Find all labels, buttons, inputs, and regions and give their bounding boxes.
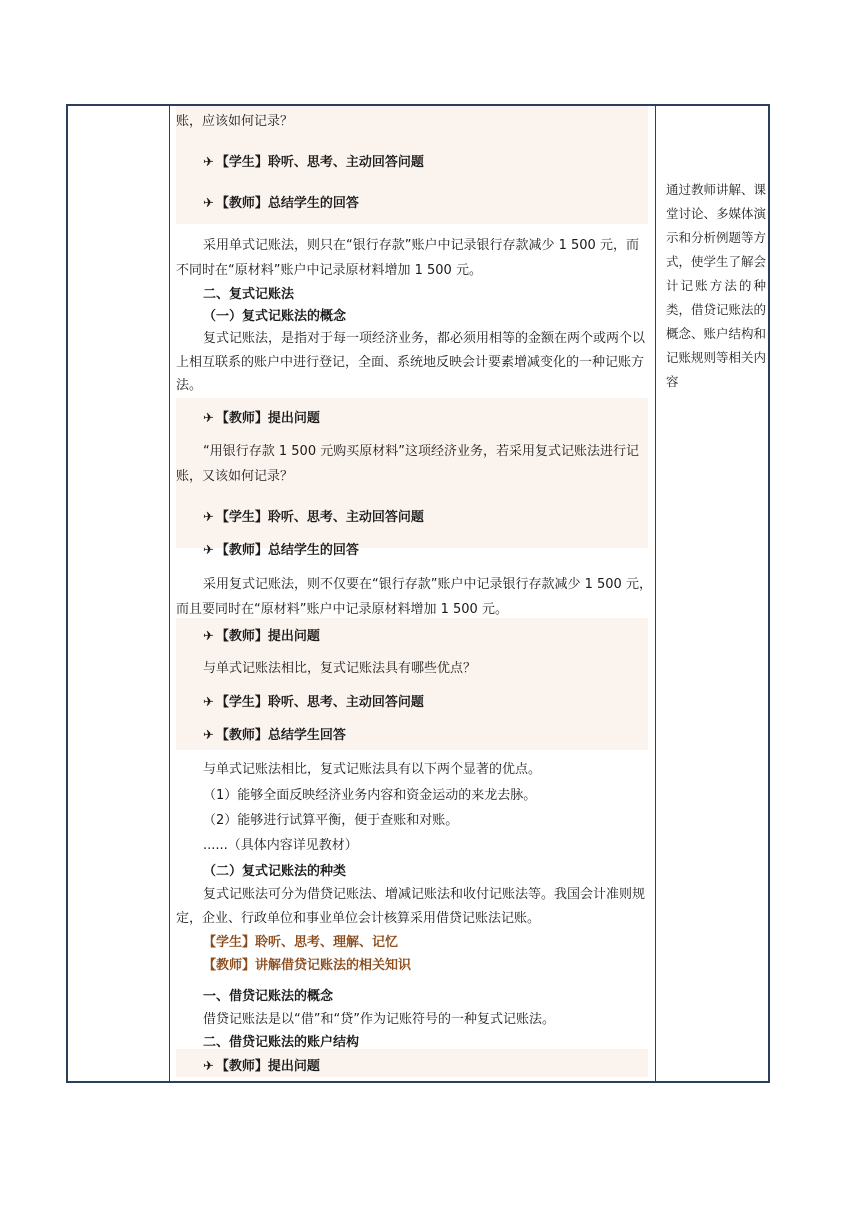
text-line: 复式记账法可分为借贷记账法、增减记账法和收付记账法等。我国会计准则规 (203, 887, 646, 902)
airplane-icon: ✈ (203, 543, 214, 558)
text-line: 复式记账法，是指对于每一项经济业务，都必须用相等的金额在两个或两个以 (203, 331, 646, 346)
airplane-icon: ✈ (203, 629, 214, 644)
airplane-icon: ✈ (203, 510, 214, 525)
text-line: 采用复式记账法，则不仅要在“银行存款”账户中记录银行存款减少 1 500 元， (203, 577, 652, 592)
airplane-icon: ✈ (203, 728, 214, 743)
teacher-question-line: ✈ 【教师】提出问题 (203, 1059, 320, 1074)
column-divider (655, 106, 656, 1081)
text-line: 与单式记账法相比，复式记账法具有哪些优点？ (203, 661, 477, 676)
airplane-icon: ✈ (203, 411, 214, 426)
airplane-icon: ✈ (203, 155, 214, 170)
list-item: （2）能够进行试算平衡，便于查账和对账。 (203, 813, 459, 828)
text-line: 与单式记账法相比，复式记账法具有以下两个显著的优点。 (203, 762, 542, 777)
text-line: ......（具体内容详见教材） (203, 838, 358, 853)
teacher-summary-line: ✈ 【教师】总结学生的回答 (203, 543, 359, 558)
text-line: 采用单式记账法，则只在“银行存款”账户中记录银行存款减少 1 500 元，而 (203, 238, 639, 253)
section-heading: 二、复式记账法 (203, 287, 295, 302)
teacher-summary-line: ✈ 【教师】总结学生的回答 (203, 196, 359, 211)
text-line: 账，又该如何记录？ (176, 469, 294, 484)
teacher-summary-line: ✈ 【教师】总结学生回答 (203, 728, 346, 743)
airplane-icon: ✈ (203, 1059, 214, 1074)
text-line: 借贷记账法是以“借”和“贷”作为记账符号的一种复式记账法。 (203, 1012, 555, 1027)
teaching-objective-text: 通过教师讲解、课堂讨论、多媒体演示和分析例题等方式，使学生了解会计记账方法的种类，借贷记账法的概念、账户结构和记账规则等相关内容 (666, 182, 767, 389)
list-item: （1）能够全面反映经济业务内容和资金运动的来龙去脉。 (203, 788, 537, 803)
subsection-heading: （二）复式记账法的种类 (203, 864, 347, 879)
airplane-icon: ✈ (203, 196, 214, 211)
section-heading: 一、借贷记账法的概念 (203, 989, 334, 1004)
lesson-table (66, 104, 770, 1083)
column-divider (169, 106, 170, 1081)
teacher-question-line: ✈ 【教师】提出问题 (203, 629, 320, 644)
text-line: 定，企业、行政单位和事业单位会计核算采用借贷记账法记账。 (176, 911, 541, 926)
teacher-activity-highlight: 【教师】讲解借贷记账法的相关知识 (203, 958, 412, 973)
student-response-line: ✈ 【学生】聆听、思考、主动回答问题 (203, 155, 424, 170)
student-response-line: ✈ 【学生】聆听、思考、主动回答问题 (203, 510, 424, 525)
text-line: 上相互联系的账户中进行登记，全面、系统地反映会计要素增减变化的一种记账方 (176, 355, 645, 370)
subsection-heading: （一）复式记账法的概念 (203, 309, 347, 324)
text-line: “用银行存款 1 500 元购买原材料”这项经济业务，若采用复式记账法进行记 (203, 444, 639, 459)
text-line: 法。 (176, 378, 203, 393)
text-line: 账，应该如何记录？ (176, 114, 294, 129)
student-activity-highlight: 【学生】聆听、思考、理解、记忆 (203, 935, 399, 950)
text-line: 不同时在“原材料”账户中记录原材料增加 1 500 元。 (176, 263, 482, 278)
teacher-question-line: ✈ 【教师】提出问题 (203, 411, 320, 426)
student-response-line: ✈ 【学生】聆听、思考、主动回答问题 (203, 695, 424, 710)
airplane-icon: ✈ (203, 695, 214, 710)
section-heading: 二、借贷记账法的账户结构 (203, 1035, 360, 1050)
text-line: 而且要同时在“原材料”账户中记录原材料增加 1 500 元。 (176, 602, 508, 617)
